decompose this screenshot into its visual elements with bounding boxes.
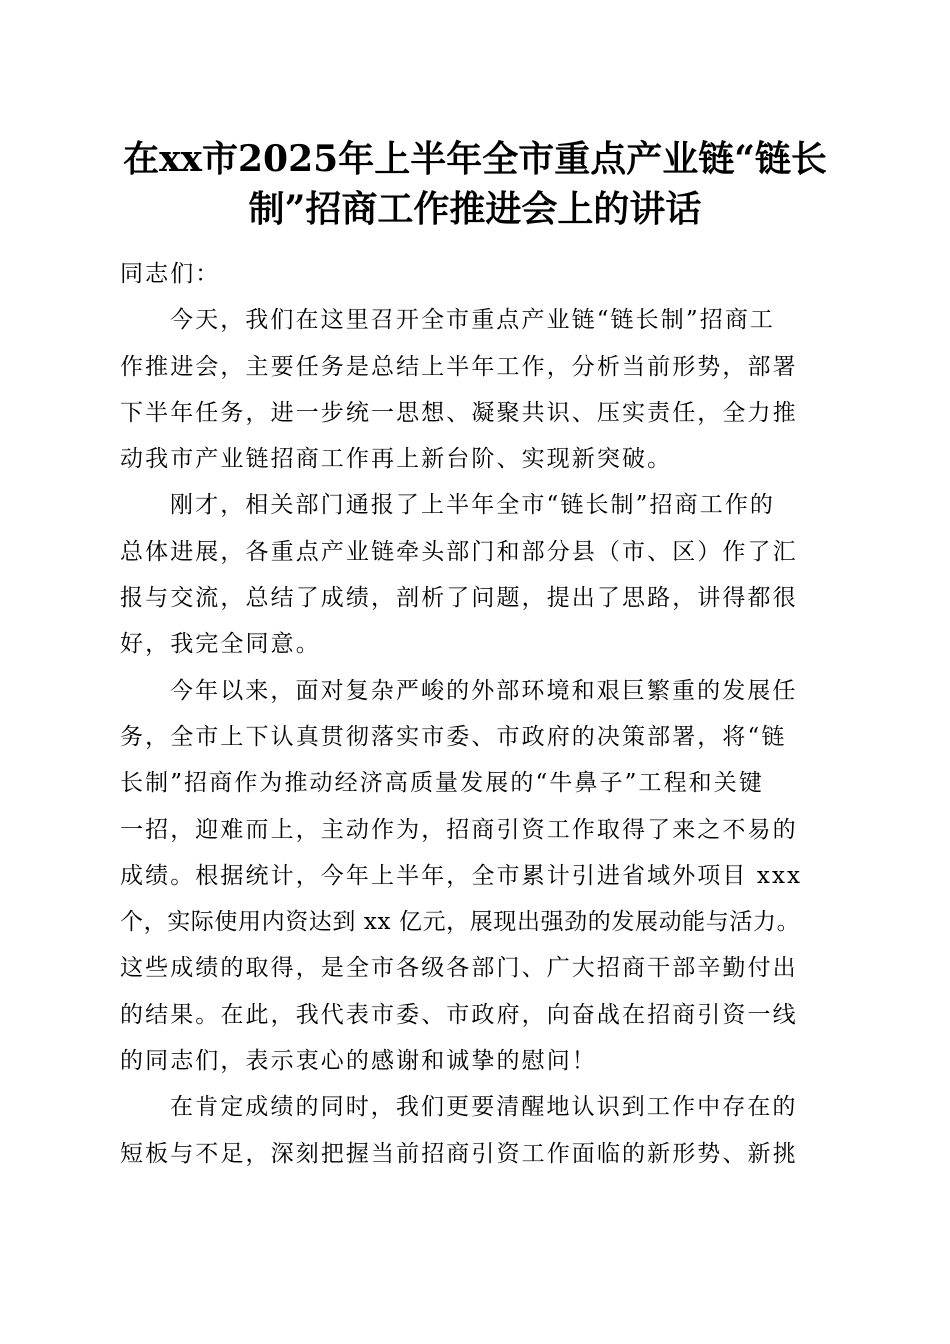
paragraph-2 <box>120 482 840 667</box>
paragraph-line: 下半年任务，进一步统一思想、凝聚共识、压实责任，全力推 <box>120 399 798 426</box>
title-line: 在xx市2025年上半年全市重点产业链“链长 <box>123 138 827 180</box>
paragraph-4 <box>120 1084 840 1177</box>
title-line: 制”招商工作推进会上的讲话 <box>248 188 702 230</box>
paragraph-line: 长制”招商作为推动经济高质量发展的“牛鼻子”工程和关键 <box>120 770 764 797</box>
paragraph-3 <box>120 668 840 1085</box>
paragraph-line: 报与交流，总结了成绩，剖析了问题，提出了思路，讲得都很 <box>120 585 798 612</box>
paragraph-line: 在肯定成绩的同时，我们更要清醒地认识到工作中存在的 <box>170 1094 798 1121</box>
paragraph-line: 作推进会，主要任务是总结上半年工作，分析当前形势，部署 <box>120 353 798 380</box>
paragraph-line: 动我市产业链招商工作再上新台阶、实现新突破。 <box>120 446 673 473</box>
paragraph-line: 总体进展，各重点产业链牵头部门和部分县（市、区）作了汇 <box>120 538 798 565</box>
paragraph-line: 这些成绩的取得，是全市各级各部门、广大招商干部辛勤付出 <box>120 955 798 982</box>
paragraph-line: 的结果。在此，我代表市委、市政府，向奋战在招商引资一线 <box>120 1001 798 1028</box>
paragraph-line: 个，实际使用内资达到 xx 亿元，展现出强劲的发展动能与活力。 <box>120 909 801 936</box>
paragraph-line: 好，我完全同意。 <box>120 631 321 658</box>
salutation: 同志们： <box>120 261 221 287</box>
document-body <box>120 251 840 1177</box>
paragraph-line: 今年以来，面对复杂严峻的外部环境和艰巨繁重的发展任 <box>170 677 798 704</box>
paragraph-line: 刚才，相关部门通报了上半年全市“链长制”招商工作的 <box>170 492 776 519</box>
paragraph-line: 的同志们，表示衷心的感谢和诚挚的慰问！ <box>120 1048 597 1075</box>
paragraph-1 <box>120 297 840 482</box>
document-title <box>110 134 840 234</box>
paragraph-line: 短板与不足，深刻把握当前招商引资工作面临的新形势、新挑 <box>120 1140 798 1167</box>
paragraph-line: 今天，我们在这里召开全市重点产业链“链长制”招商工 <box>170 307 776 334</box>
paragraph-line: 一招，迎难而上，主动作为，招商引资工作取得了来之不易的 <box>120 816 798 843</box>
paragraph-line: 成绩。根据统计，今年上半年，全市累计引进省域外项目 xxx <box>120 862 803 889</box>
paragraph-line: 务，全市上下认真贯彻落实市委、市政府的决策部署，将“链 <box>120 723 787 750</box>
